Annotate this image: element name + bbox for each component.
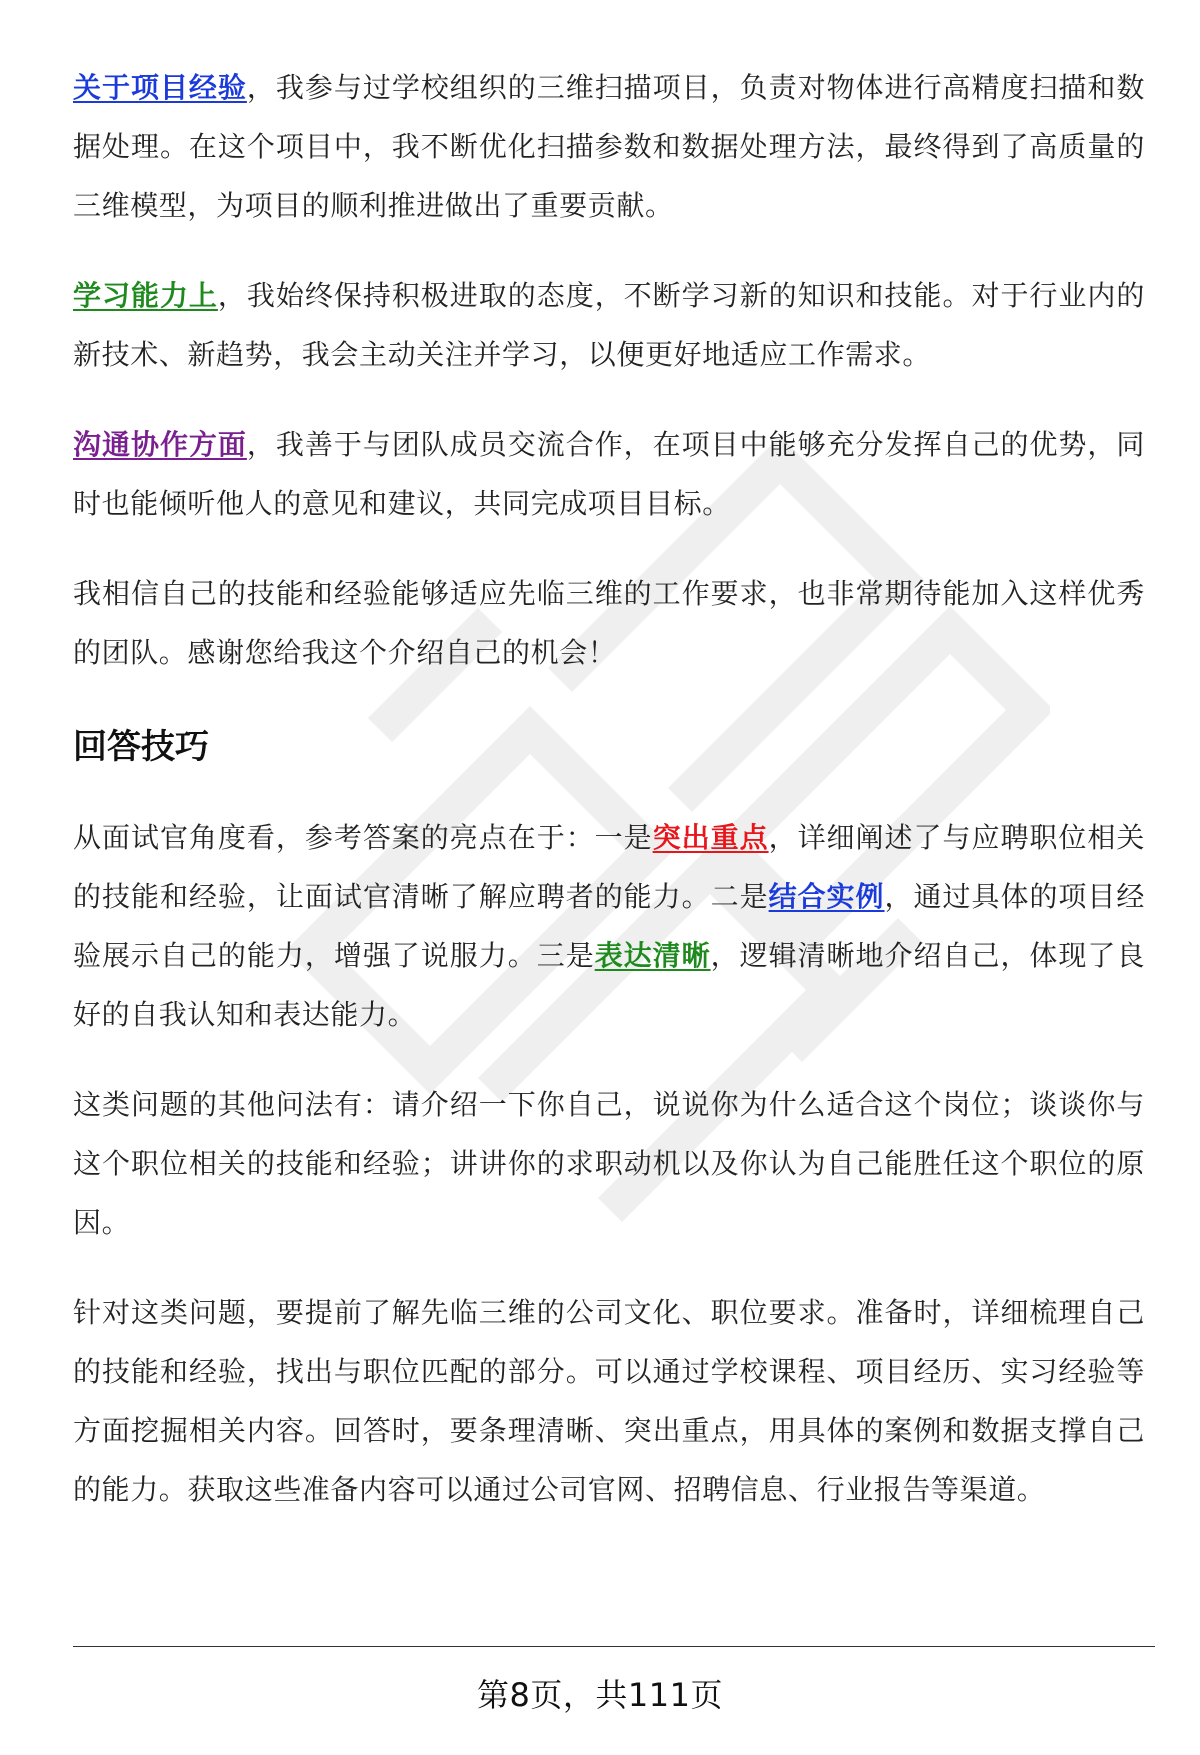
paragraph-preparation: 针对这类问题，要提前了解先临三维的公司文化、职位要求。准备时，详细梳理自己的技能和经验，找出与职位匹配的部分。可以通过学校课程、项目经历、实习经验等方面挖掘相关内容。回答时，要条理清晰、突出重点，用具体的案例和数据支撑自己的能力。获取这些准备内容可以通过公司官网、招聘信息、行业报告等渠道。 [73, 1296, 1145, 1506]
document-body [73, 58, 1145, 1550]
highlight-stand-out-points: 突出重点 [652, 821, 769, 854]
paragraph-communication [73, 415, 1145, 533]
paragraph-project-experience [73, 58, 1145, 235]
tips-text-1: 从面试官角度看，参考答案的亮点在于：一是 [73, 821, 653, 854]
highlight-clear-expression: 表达清晰 [594, 939, 711, 972]
tips-text-3: ，通过具体的项目经验展示自己的能力，增强了说服力。三是 [73, 880, 1145, 972]
page-number: 第8页，共111页 [477, 1676, 723, 1714]
paragraph-learning-text: ，我始终保持积极进取的态度，不断学习新的知识和技能。对于行业内的新技术、新趋势，我会主动关注并学习，以便更好地适应工作需求。 [73, 279, 1145, 371]
highlight-learning-ability: 学习能力上 [73, 279, 218, 312]
tips-text-4: ，逻辑清晰地介绍自己，体现了良好的自我认知和表达能力。 [73, 939, 1145, 1031]
paragraph-project-text: ，我参与过学校组织的三维扫描项目，负责对物体进行高精度扫描和数据处理。在这个项目中，我不断优化扫描参数和数据处理方法，最终得到了高质量的三维模型，为项目的顺利推进做出了重要贡献。 [73, 71, 1145, 222]
paragraph-closing: 我相信自己的技能和经验能够适应先临三维的工作要求，也非常期待能加入这样优秀的团队。感谢您给我这个介绍自己的机会！ [73, 577, 1145, 669]
highlight-communication: 沟通协作方面 [73, 428, 247, 461]
footer-divider [73, 1646, 1155, 1647]
paragraph-other-questions: 这类问题的其他问法有：请介绍一下你自己，说说你为什么适合这个岗位；谈谈你与这个职位相关的技能和经验；讲讲你的求职动机以及你认为自己能胜任这个职位的原因。 [73, 1088, 1145, 1239]
highlight-project-experience: 关于项目经验 [73, 71, 247, 104]
tips-text-2: ，详细阐述了与应聘职位相关的技能和经验，让面试官清晰了解应聘者的能力。二是 [73, 821, 1145, 913]
paragraph-tips-highlights [73, 808, 1145, 1044]
highlight-with-examples: 结合实例 [768, 880, 885, 913]
section-heading-answer-tips: 回答技巧 [73, 727, 209, 767]
paragraph-communication-text: ，我善于与团队成员交流合作，在项目中能够充分发挥自己的优势，同时也能倾听他人的意见和建议，共同完成项目目标。 [73, 428, 1145, 520]
paragraph-learning-ability [73, 266, 1145, 384]
